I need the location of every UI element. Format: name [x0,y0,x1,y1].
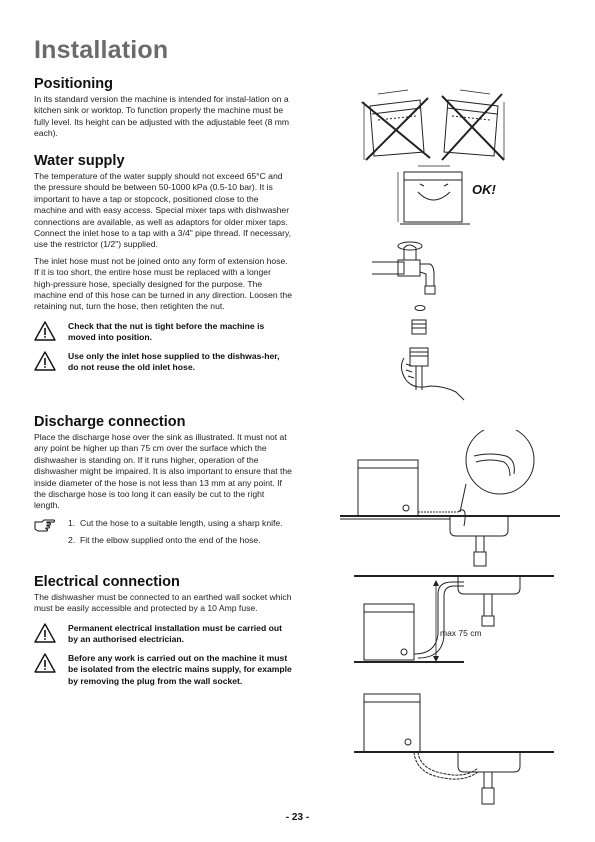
max-height-label: max 75 cm [440,628,482,638]
discharge-heading: Discharge connection [34,414,186,430]
discharge-sink-figure [340,430,560,570]
warning-nut-text: Check that the nut is tight before the machine is moved into position. [68,320,265,343]
section-water-supply [34,153,292,374]
tap-connection-figure [364,240,484,404]
step-1-text: Cut the hose to a suitable length, using a sharp knife. [80,517,283,528]
section-electrical [34,574,292,687]
electrical-text: The dishwasher must be connected to an earthed wall socket which must be easily accessible and protected by a 10 Amp fuse. [34,592,292,614]
discharge-text: Place the discharge hose over the sink as illustrated. It must not at any point be higher up than 75 cm over the surface which the dishwasher is standing on. If it runs higher, operation of the dishwasher might be impaired. It is also important to ensure that the inside diameter of the hose is not less than 13 mm at any point. If the discharge hose is too long it can easily be cut to the right length. [34,432,292,511]
max-height-figure [354,572,554,674]
step-2-number: 2. [68,535,76,546]
positioning-text: In its standard version the machine is intended for instal-lation on a kitchen sink or worktop. To function properly the machine must be fully level. Its height can be adjusted with the adjustable feet (8 mm each). [34,94,290,139]
discharge-steps [34,518,292,547]
warning-nut [34,321,292,343]
section-discharge [34,414,292,547]
warning-electrician-text: Permanent electrical installation must be carried out by an authorised electrician. [68,622,282,645]
electrical-heading: Electrical connection [34,574,180,590]
water-supply-para2: The inlet hose must not be joined onto any form of extension hose. If it is too short, the entire hose must be replaced with a longer high-pressure hose, specially designed for the purpose. The machine end of this hose can be turned in any direction. Loosen the retaining nut, turn the hose, then retighten the nut. [34,255,292,312]
warning-electrician [34,623,292,645]
warning-inlet-hose [34,351,292,373]
warning-isolate [34,653,292,687]
levelling-figure [358,84,538,230]
page-title: Installation [34,36,169,64]
pointing-hand-icon [34,518,56,532]
water-supply-heading: Water supply [34,153,125,169]
page-number: - 23 - [285,812,310,823]
warning-inlet-hose-text: Use only the inlet hose supplied to the dishwas-her, do not reuse the old inlet hose. [68,351,280,373]
step-1-number: 1. [68,517,76,528]
positioning-heading: Positioning [34,76,113,92]
warning-icon [34,351,56,371]
step-1 [68,518,283,529]
warning-icon [34,623,56,643]
warning-icon [34,321,56,341]
warning-icon [34,653,56,673]
step-2-text: Fit the elbow supplied onto the end of the hose. [80,535,261,546]
water-supply-para1: The temperature of the water supply should not exceed 65°C and the pressure should be between 50-1000 kPa (0.5-10 bar). It is important to have a tap or stopcock, positioned close to the machine and with easy access. Special mixer taps with dishwasher connections are available, as well as adaptors for older mixer taps. Connect the inlet hose to a tap with a 3/4" pipe thread. If necessary, use the restrictor (1/2") supplied. [34,171,292,250]
step-2 [68,535,283,546]
warning-isolate-text: Before any work is carried out on the machine it must be isolated from the electric mains supply, for example by removing the plug from the wall socket. [68,653,292,686]
section-positioning [34,76,292,140]
ok-label: OK! [472,182,496,197]
hose-routing-figure [354,690,554,810]
